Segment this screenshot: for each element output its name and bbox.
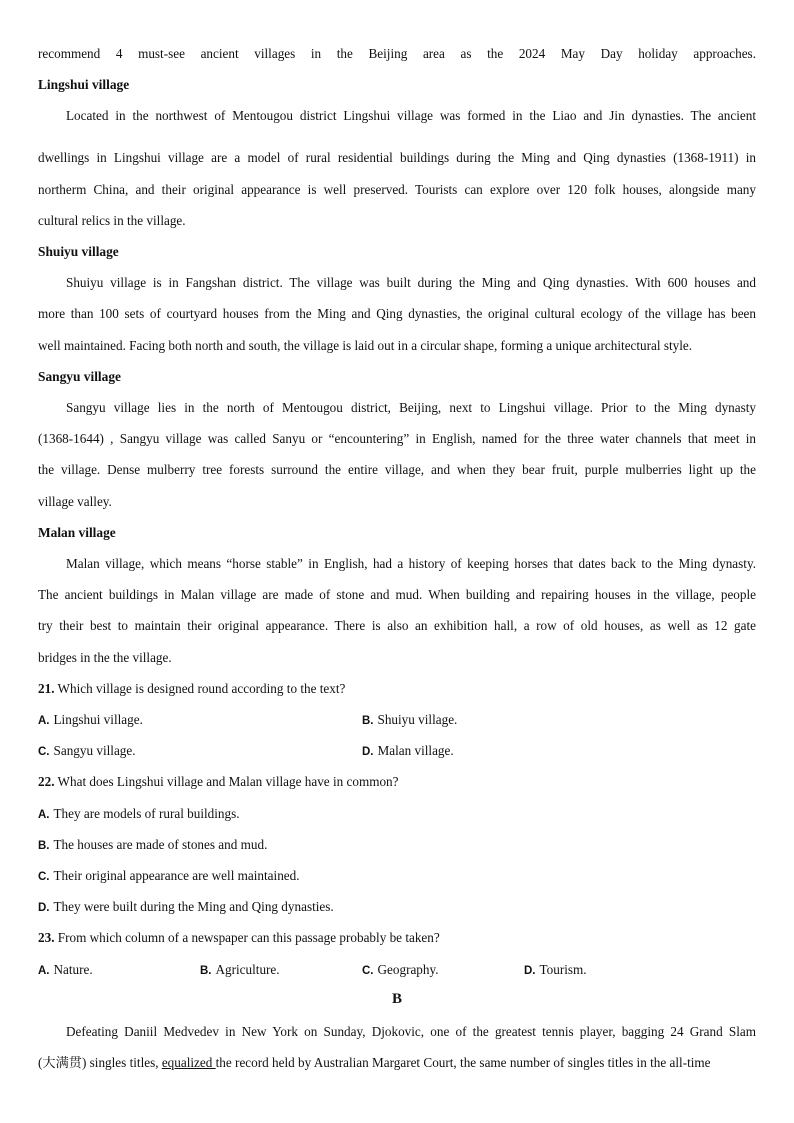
village-heading-sangyu: Sangyu village [38, 369, 121, 384]
option-letter: D. [362, 746, 374, 758]
question-21 [38, 680, 756, 698]
intro-text: recommend 4 must-see ancient villages in the Beijing area as the 2024 May Day holiday approaches. [38, 46, 756, 61]
option-23c[interactable] [362, 961, 439, 980]
option-text: Malan village. [377, 743, 454, 758]
question-23 [38, 929, 756, 947]
option-letter: C. [38, 746, 50, 758]
paragraph-line: Malan village, which means “horse stable” in English, had a history of keeping horses that dates back to the Ming dynasty. [66, 556, 756, 571]
underlined-word: equalized [161, 1055, 216, 1070]
option-text: Agriculture. [215, 962, 280, 977]
paragraph-line: the village. Dense mulberry tree forests surround the entire village, and when they bear fruit, purple mulberries light up the [38, 462, 756, 477]
question-number: 22. [38, 774, 55, 789]
option-letter: A. [38, 715, 50, 727]
option-text: The houses are made of stones and mud. [53, 837, 268, 852]
question-number: 21. [38, 681, 55, 696]
option-21b[interactable] [362, 711, 457, 730]
option-letter: B. [38, 840, 50, 852]
section-b-heading: B [391, 991, 402, 1007]
option-22a[interactable] [38, 805, 240, 824]
paragraph-line: Shuiyu village is in Fangshan district. The village was built during the Ming and Qing dynasties. With 600 houses and [66, 275, 756, 290]
paragraph-line: dwellings in Lingshui village are a model of rural residential buildings during the Ming and Qing dynasties (1368-1911) in [38, 150, 756, 165]
text-span: the record held by Australian Margaret Court, the same number of singles titles in the all-time [215, 1055, 711, 1070]
village-heading-shuiyu: Shuiyu village [38, 244, 119, 259]
paragraph-line: try their best to maintain their original appearance. There is also an exhibition hall, a row of old houses, as well as 12 gate [38, 618, 756, 633]
option-letter: C. [38, 871, 50, 883]
option-text: They are models of rural buildings. [53, 806, 240, 821]
paragraph-line: Located in the northwest of Mentougou district Lingshui village was formed in the Liao and Jin dynasties. The ancient [66, 108, 756, 123]
question-number: 23. [38, 930, 55, 945]
paragraph-line: village valley. [38, 494, 112, 509]
option-letter: D. [524, 965, 536, 977]
paragraph-line: The ancient buildings in Malan village are made of stone and mud. When building and repairing houses in the village, people [38, 587, 756, 602]
option-letter: C. [362, 965, 374, 977]
option-text: Nature. [53, 962, 93, 977]
option-text: Their original appearance are well maintained. [53, 868, 300, 883]
paragraph-line [38, 1054, 756, 1072]
question-text: What does Lingshui village and Malan village have in common? [57, 774, 399, 789]
option-23a[interactable] [38, 961, 93, 980]
option-23b[interactable] [200, 961, 280, 980]
question-text: Which village is designed round according to the text? [57, 681, 346, 696]
option-23d[interactable] [524, 961, 587, 980]
option-letter: A. [38, 809, 50, 821]
question-text: From which column of a newspaper can this passage probably be taken? [57, 930, 440, 945]
option-text: Lingshui village. [53, 712, 143, 727]
option-text: Sangyu village. [53, 743, 136, 758]
paragraph-line: Sangyu village lies in the north of Mentougou district, Beijing, next to Lingshui village. Prior to the Ming dynasty [66, 400, 756, 415]
option-21d[interactable] [362, 742, 454, 761]
village-heading-lingshui: Lingshui village [38, 77, 130, 92]
option-21c[interactable] [38, 742, 136, 761]
option-letter: D. [38, 902, 50, 914]
option-22c[interactable] [38, 867, 300, 886]
option-text: Tourism. [539, 962, 587, 977]
paragraph-line: cultural relics in the village. [38, 213, 186, 228]
option-21a[interactable] [38, 711, 143, 730]
text-span: (大满贯) singles titles, [38, 1055, 162, 1070]
paragraph-line: more than 100 sets of courtyard houses from the Ming and Qing dynasties, the original cultural ecology of the village has been [38, 306, 756, 321]
option-letter: A. [38, 965, 50, 977]
paragraph-line: northerm China, and their original appearance is well preserved. Tourists can explore over 120 folk houses, alongside many [38, 182, 756, 197]
option-text: Geography. [377, 962, 439, 977]
paragraph-line: well maintained. Facing both north and south, the village is laid out in a circular shape, forming a unique architectural style. [38, 338, 693, 353]
option-letter: B. [362, 715, 374, 727]
option-text: Shuiyu village. [377, 712, 458, 727]
paragraph-line: (1368-1644) , Sangyu village was called Sanyu or “encountering” in English, named for the three water channels that meet in [38, 431, 756, 446]
paragraph-line: Defeating Daniil Medvedev in New York on Sunday, Djokovic, one of the greatest tennis player, bagging 24 Grand Slam [66, 1024, 756, 1039]
option-text: They were built during the Ming and Qing dynasties. [53, 899, 334, 914]
village-heading-malan: Malan village [38, 525, 116, 540]
question-22 [38, 773, 756, 791]
option-22d[interactable] [38, 898, 334, 917]
option-22b[interactable] [38, 836, 267, 855]
paragraph-line: bridges in the the village. [38, 650, 172, 665]
option-letter: B. [200, 965, 212, 977]
